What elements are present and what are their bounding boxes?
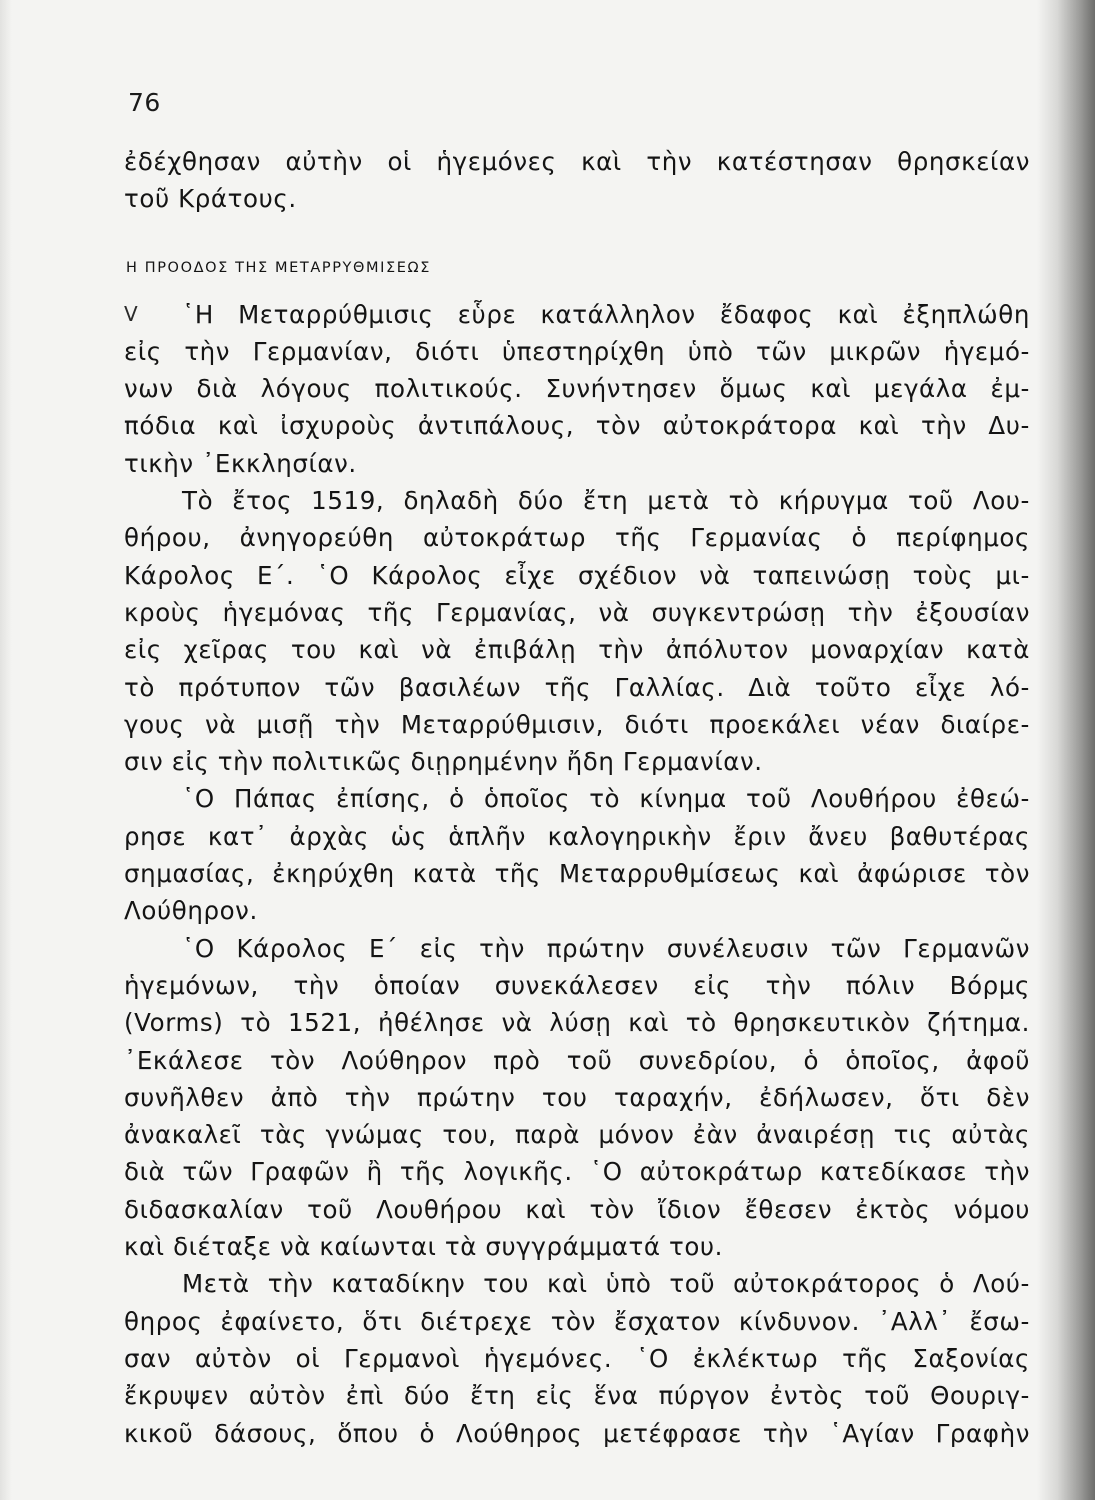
paragraph-first-line: ῾Ο Κάρολος Ε΄ εἰς τὴν πρώτην συνέλευσιν τῶν Γερμανῶν [182, 933, 1030, 963]
text-line: διδασκαλίαν τοῦ Λουθήρου καὶ τὸν ἴδιον ἔθεσεν ἐκτὸς νόμου [124, 1194, 1030, 1224]
section-heading: Η ΠΡΟΟΔΟΣ ΤΗΣ ΜΕΤΑΡΡΥΘΜΙΣΕΩΣ [126, 259, 431, 276]
text-line: τὸ πρότυπον τῶν βασιλέων τῆς Γαλλίας. Διὰ τοῦτο εἶχε λό- [124, 672, 1030, 702]
body-text [124, 143, 1030, 1452]
text-line: πόδια καὶ ἰσχυροὺς ἀντιπάλους, τὸν αὐτοκράτορα καὶ τὴν Δυ- [124, 411, 1030, 441]
text-line: Λούθηρον. [124, 896, 258, 926]
text-line: Κάρολος Ε΄. ῾Ο Κάρολος εἶχε σχέδιον νὰ ταπεινώσῃ τοὺς μι- [124, 560, 1030, 590]
text-line: (Vorms) τὸ 1521, ἠθέλησε νὰ λύσῃ καὶ τὸ θρησκευτικὸν ζήτημα. [124, 1008, 1030, 1038]
text-line: ἡγεμόνων, τὴν ὁποίαν συνεκάλεσεν εἰς τὴν πόλιν Βόρμς [124, 970, 1030, 1000]
paragraph-first-line: Μετὰ τὴν καταδίκην του καὶ ὑπὸ τοῦ αὐτοκράτορος ὁ Λού- [182, 1269, 1030, 1299]
text-line: ἐδέχθησαν αὐτὴν οἱ ἡγεμόνες καὶ τὴν κατέστησαν θρησκείαν [124, 147, 1030, 176]
text-line: ᾿Εκάλεσε τὸν Λούθηρον πρὸ τοῦ συνεδρίου, ὁ ὁποῖος, ἀφοῦ [124, 1045, 1030, 1075]
text-line: κροὺς ἡγεμόνας τῆς Γερμανίας, νὰ συγκεντρώσῃ τὴν ἐξουσίαν [124, 597, 1030, 627]
text-line: ἀνακαλεῖ τὰς γνώμας του, παρὰ μόνον ἐὰν ἀναιρέσῃ τις αὐτὰς [124, 1120, 1030, 1150]
paragraph-first-line: ῾Ο Πάπας ἐπίσης, ὁ ὁποῖος τὸ κίνημα τοῦ Λουθήρου ἐθεώ- [182, 784, 1030, 814]
text-line: θήρου, ἀνηγορεύθη αὐτοκράτωρ τῆς Γερμανίας ὁ περίφημος [124, 523, 1030, 553]
text-line: εἰς χεῖρας του καὶ νὰ ἐπιβάλῃ τὴν ἀπόλυτον μοναρχίαν κατὰ [124, 635, 1030, 665]
text-line: κικοῦ δάσους, ὅπου ὁ Λούθηρος μετέφρασε τὴν ῾Αγίαν Γραφὴν [124, 1418, 1030, 1448]
text-line: σιν εἰς τὴν πολιτικῶς διῃρημένην ἤδη Γερμανίαν. [124, 747, 763, 777]
text-line: ἔκρυψεν αὐτὸν ἐπὶ δύο ἔτη εἰς ἕνα πύργον ἐντὸς τοῦ Θουριγ- [124, 1381, 1030, 1411]
text-line: εἰς τὴν Γερμανίαν, διότι ὑπεστηρίχθη ὑπὸ τῶν μικρῶν ἡγεμό- [124, 336, 1030, 366]
text-line: σαν αὐτὸν οἱ Γερμανοὶ ἡγεμόνες. ῾Ο ἐκλέκτωρ τῆς Σαξονίας [124, 1343, 1030, 1373]
text-line: σημασίας, ἐκηρύχθη κατὰ τῆς Μεταρρυθμίσεως καὶ ἀφώρισε τὸν [124, 859, 1030, 889]
page-number: 76 [128, 88, 161, 117]
paragraph-first-line: ῾Η Μεταρρύθμισις εὗρε κατάλληλον ἔδαφος καὶ ἐξηπλώθη [182, 299, 1030, 329]
text-line: διὰ τῶν Γραφῶν ἢ τῆς λογικῆς. ῾Ο αὐτοκράτωρ κατεδίκασε τὴν [124, 1157, 1030, 1187]
margin-check-mark: V [124, 302, 138, 326]
text-line: συνῆλθεν ἀπὸ τὴν πρώτην του ταραχήν, ἐδήλωσεν, ὅτι δὲν [124, 1082, 1030, 1112]
text-line: τοῦ Κράτους. [124, 184, 297, 214]
paragraph-first-line: Τὸ ἔτος 1519, δηλαδὴ δύο ἔτη μετὰ τὸ κήρυγμα τοῦ Λου- [182, 486, 1030, 516]
text-line: ρησε κατ᾿ ἀρχὰς ὡς ἁπλῆν καλογηρικὴν ἔριν ἄνευ βαθυτέρας [124, 821, 1030, 851]
text-line: τικὴν ᾿Εκκλησίαν. [124, 448, 357, 478]
text-line: γους νὰ μισῇ τὴν Μεταρρύθμισιν, διότι προεκάλει νέαν διαίρε- [124, 709, 1030, 739]
text-line: καὶ διέταξε νὰ καίωνται τὰ συγγράμματά του. [124, 1232, 724, 1262]
text-line: θηρος ἐφαίνετο, ὅτι διέτρεχε τὸν ἔσχατον κίνδυνον. ᾿Αλλ᾿ ἔσω- [124, 1306, 1030, 1336]
text-line: νων διὰ λόγους πολιτικούς. Συνήντησεν ὅμως καὶ μεγάλα ἐμ- [124, 374, 1030, 404]
